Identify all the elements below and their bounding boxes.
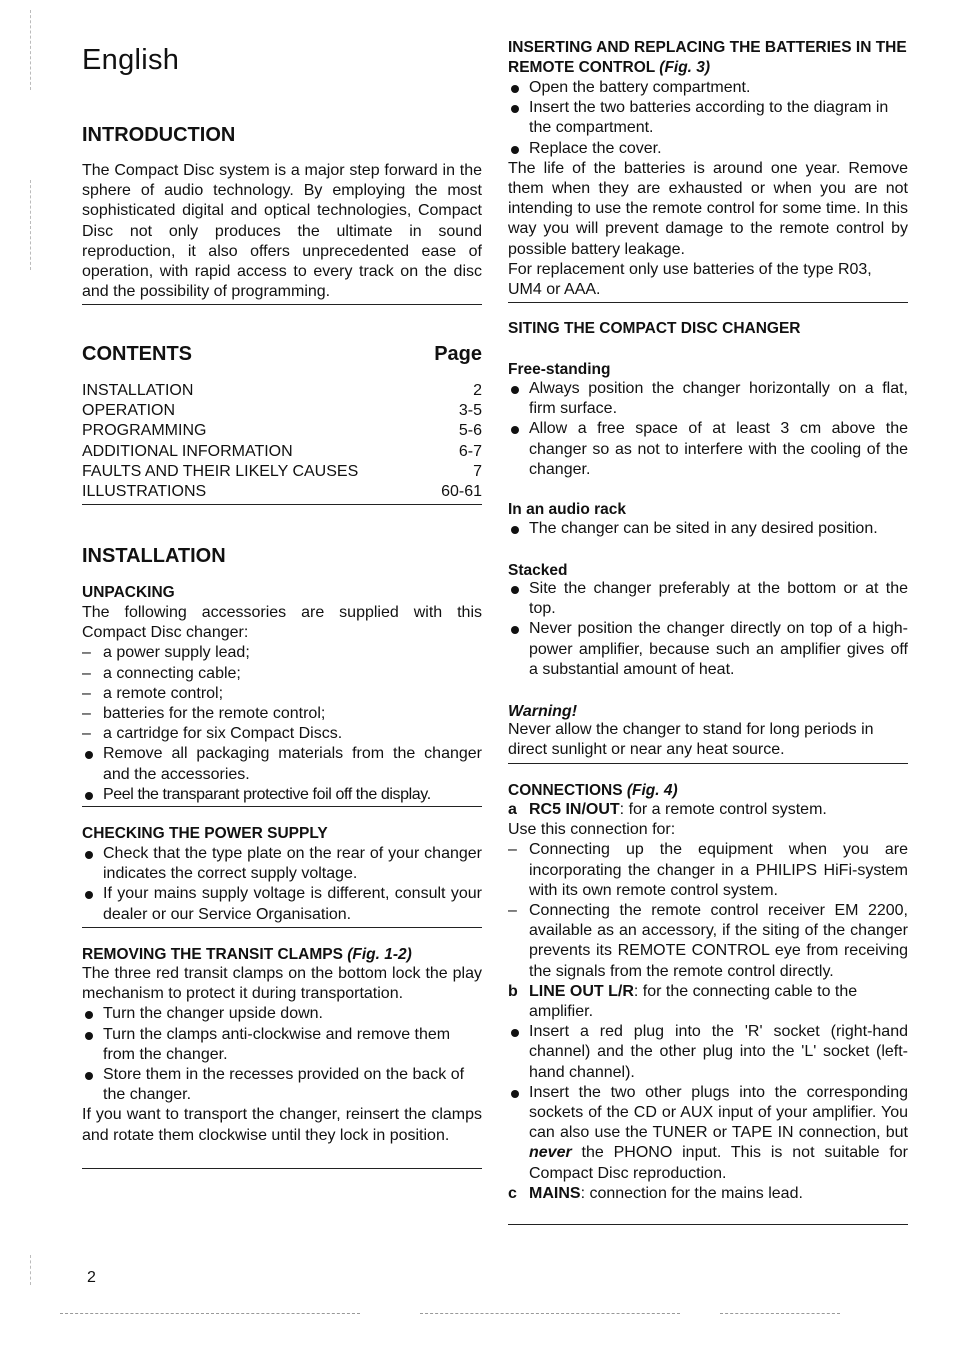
list-item: Peel the transparant protective foil off the display. xyxy=(82,785,482,805)
connection-b xyxy=(508,982,908,1022)
contents-row xyxy=(82,482,482,502)
batteries-title: INSERTING AND REPLACING THE BATTERIES IN THE REMOTE CONTROL xyxy=(508,39,907,76)
list-item: – batteries for the remote control; xyxy=(82,704,482,724)
contents-row xyxy=(82,401,482,421)
batteries-section xyxy=(508,78,908,300)
figure-reference: (Fig. 4) xyxy=(626,782,678,799)
list-item: – a remote control; xyxy=(82,684,482,704)
contents-row-label: ILLUSTRATIONS xyxy=(82,483,207,501)
connector-name: MAINS xyxy=(529,1184,581,1202)
list-item: Check that the type plate on the rear of your changer indicates the correct supply voltage. xyxy=(82,844,482,884)
stacked-bullets xyxy=(508,579,908,680)
accessories-list xyxy=(82,643,482,744)
connector-desc: : connection for the mains lead. xyxy=(580,1184,803,1202)
transit-clamps-bullets xyxy=(82,1004,482,1105)
free-standing-heading: Free-standing xyxy=(508,361,611,378)
list-item: Site the changer preferably at the bottom or at the top. xyxy=(508,579,908,619)
list-item xyxy=(508,1083,908,1184)
scan-artifact xyxy=(30,180,31,270)
list-item: Allow a free space of at least 3 cm above the changer so as not to interfere with the cooling of the changer. xyxy=(508,419,908,480)
contents-header xyxy=(82,342,482,366)
list-item: – Connecting up the equipment when you are incorporating the changer in a PHILIPS HiFi-system with its own remote control system. xyxy=(508,840,908,901)
divider xyxy=(82,304,482,305)
connector-name: RC5 IN/OUT xyxy=(529,801,620,818)
transit-clamps-title: REMOVING THE TRANSIT CLAMPS xyxy=(82,946,343,963)
power-supply-heading: CHECKING THE POWER SUPPLY xyxy=(82,825,328,842)
contents-row-page: 5-6 xyxy=(458,422,482,440)
list-item xyxy=(508,1184,908,1204)
batteries-text: The life of the batteries is around one year. Remove them when they are exhausted or when you are not intending to use the remote control for some time. In this way you will prevent damage to the remote control by possible battery leakage. xyxy=(508,159,908,258)
siting-heading: SITING THE COMPACT DISC CHANGER xyxy=(508,320,801,337)
connections-heading xyxy=(508,781,908,801)
text-run: Insert the two other plugs into the corresponding sockets of the CD or AUX input of your amplifier. You can also use the TUNER or TAPE IN connection, but xyxy=(529,1083,908,1142)
batteries-replacement-text: For replacement only use batteries of the type R03, UM4 or AAA. xyxy=(508,260,872,299)
unpacking-section xyxy=(82,603,482,805)
contents-row-page: 6-7 xyxy=(458,442,482,460)
list-item xyxy=(508,982,908,1022)
list-item: – Connecting the remote control receiver EM 2200, available as an accessory, if the siting of the changer prevents its REMOTE CONTROL eye from receiving the signals from the remote control directly. xyxy=(508,901,908,982)
page-number: 2 xyxy=(87,1269,96,1286)
divider xyxy=(82,1168,482,1169)
divider xyxy=(82,806,482,807)
item-letter: a xyxy=(508,801,517,818)
transit-clamps-heading xyxy=(82,945,482,965)
connection-c xyxy=(508,1184,908,1204)
batteries-heading xyxy=(508,38,908,78)
installation-heading: INSTALLATION xyxy=(82,545,226,567)
contents-row xyxy=(82,421,482,441)
introduction-text: The Compact Disc system is a major step forward in the sphere of audio technology. By employing the most sophisticated digital and optical technologies, Compact Disc not only produces the ultimate in sound reproduction, it also offers unprecedented ease of operation, with rapid access to every track on the disc and the possibility of programming. xyxy=(82,162,482,301)
connections-title: CONNECTIONS xyxy=(508,782,623,799)
scan-artifact xyxy=(60,1313,360,1314)
contents-page-label: Page xyxy=(434,343,482,365)
connections-section xyxy=(508,800,908,1204)
scan-artifact xyxy=(30,1255,31,1285)
transit-clamps-section xyxy=(82,964,482,1146)
stacked-heading: Stacked xyxy=(508,562,568,579)
transit-clamps-outro: If you want to transport the changer, reinsert the clamps and rotate them clockwise until they lock in position. xyxy=(82,1106,482,1144)
list-item: Replace the cover. xyxy=(508,139,908,159)
divider xyxy=(82,927,482,928)
list-item: Turn the clamps anti-clockwise and remove them from the changer. xyxy=(82,1025,482,1065)
warning-text: Never allow the changer to stand for long periods in direct sunlight or near any heat source. xyxy=(508,721,874,759)
contents-row-label: PROGRAMMING xyxy=(82,422,207,440)
list-item: Insert a red plug into the 'R' socket (right-hand channel) and the other plug into the 'L' socket (left-hand channel). xyxy=(508,1022,908,1083)
list-item: Insert the two batteries according to the diagram in the compartment. xyxy=(508,98,908,138)
audio-rack-heading: In an audio rack xyxy=(508,501,627,518)
contents-row-page: 3-5 xyxy=(458,402,482,420)
connector-desc: : for the connecting cable to the amplifier. xyxy=(529,982,858,1021)
contents-row xyxy=(82,442,482,462)
item-letter: b xyxy=(508,982,518,1000)
audio-rack-bullets xyxy=(508,519,908,539)
list-item: – a connecting cable; xyxy=(82,664,482,684)
connection-a xyxy=(508,800,908,820)
connection-uses xyxy=(508,840,908,981)
figure-reference: (Fig. 1-2) xyxy=(347,946,412,963)
contents-row-page: 7 xyxy=(473,462,482,480)
connection-bullets xyxy=(508,1022,908,1184)
contents-row xyxy=(82,462,482,482)
divider xyxy=(508,302,908,303)
list-item: Never position the changer directly on top of a high-power amplifier, because such an amplifier gives off a substantial amount of heat. xyxy=(508,619,908,680)
list-item: – a power supply lead; xyxy=(82,643,482,663)
warning-heading: Warning! xyxy=(508,703,578,720)
free-standing-bullets xyxy=(508,379,908,480)
divider xyxy=(82,504,482,505)
unpacking-bullets xyxy=(82,744,482,805)
contents-row-label: INSTALLATION xyxy=(82,382,194,399)
item-letter: c xyxy=(508,1184,517,1202)
list-item: The changer can be sited in any desired position. xyxy=(508,519,908,539)
connector-name: LINE OUT L/R xyxy=(529,982,634,1000)
batteries-bullets xyxy=(508,78,908,159)
list-item: Turn the changer upside down. xyxy=(82,1004,482,1024)
emphasis: never xyxy=(529,1144,572,1162)
divider xyxy=(508,763,908,764)
scan-artifact xyxy=(30,10,31,90)
contents-row-page: 2 xyxy=(473,382,482,399)
contents-table xyxy=(82,381,482,502)
language-title: English xyxy=(82,44,180,76)
list-item: Store them in the recesses provided on the back of the changer. xyxy=(82,1065,482,1105)
connector-desc: : for a remote control system. xyxy=(619,801,827,818)
list-item xyxy=(508,800,908,820)
list-item: Open the battery compartment. xyxy=(508,78,908,98)
contents-heading: CONTENTS xyxy=(82,343,192,365)
contents-row-label: FAULTS AND THEIR LIKELY CAUSES xyxy=(82,462,359,480)
introduction-heading: INTRODUCTION xyxy=(82,124,236,146)
transit-clamps-intro: The three red transit clamps on the bottom lock the play mechanism to protect it during transportation. xyxy=(82,965,482,1003)
scan-artifact xyxy=(420,1313,680,1314)
list-item: Remove all packaging materials from the changer and the accessories. xyxy=(82,744,482,784)
contents-row-label: OPERATION xyxy=(82,402,176,420)
scan-artifact xyxy=(720,1313,840,1314)
list-item: Always position the changer horizontally on a flat, firm surface. xyxy=(508,379,908,419)
contents-row xyxy=(82,381,482,401)
list-item: If your mains supply voltage is different, consult your dealer or our Service Organisation. xyxy=(82,884,482,924)
unpacking-heading: UNPACKING xyxy=(82,584,175,601)
figure-reference: (Fig. 3) xyxy=(659,59,711,76)
contents-row-label: ADDITIONAL INFORMATION xyxy=(82,442,293,460)
divider xyxy=(508,1224,908,1225)
contents-row-page: 60-61 xyxy=(441,483,482,501)
unpacking-intro: The following accessories are supplied with this Compact Disc changer: xyxy=(82,604,482,642)
text-run: the PHONO input. This is not suitable for Compact Disc reproduction. xyxy=(529,1144,908,1182)
list-item: – a cartridge for six Compact Discs. xyxy=(82,724,482,744)
power-supply-bullets xyxy=(82,844,482,925)
connections-use-for: Use this connection for: xyxy=(508,821,676,839)
